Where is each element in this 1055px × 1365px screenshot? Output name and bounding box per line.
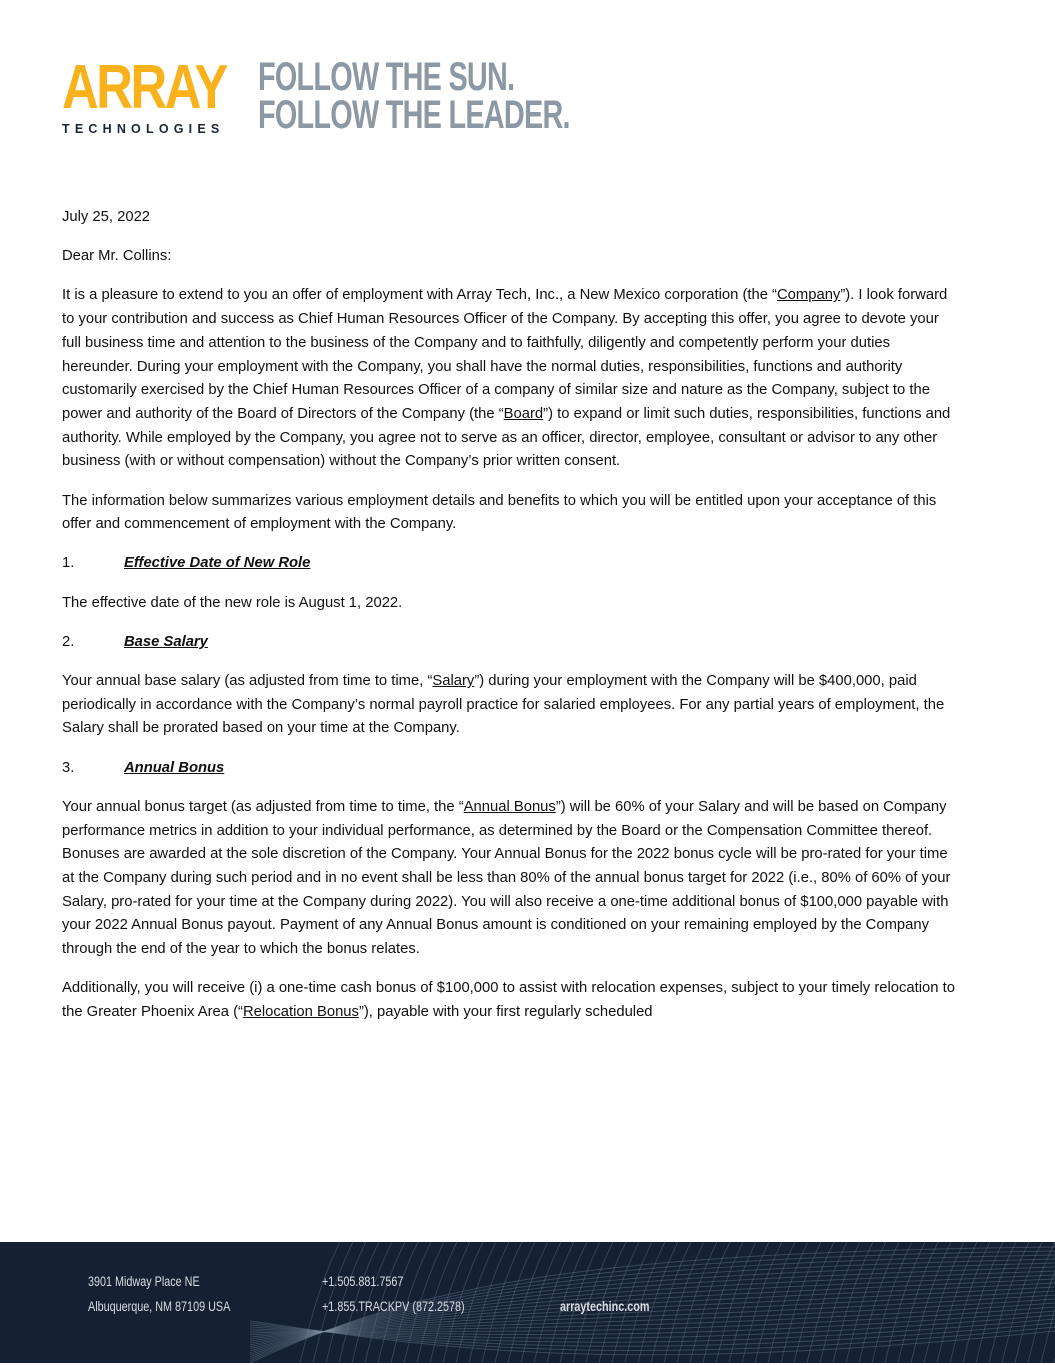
paragraph	[62, 490, 958, 537]
paragraph-text: It is a pleasure to extend to you an offer of employment with Array Tech, Inc., a New Mexico corporation (the “	[62, 287, 777, 304]
letter-body	[62, 206, 958, 1040]
paragraph-text: ”), payable with your first regularly scheduled	[358, 1003, 653, 1020]
paragraph	[62, 796, 958, 962]
logo-subtitle: TECHNOLOGIES	[62, 122, 225, 136]
section-heading	[62, 552, 958, 576]
section-heading	[62, 631, 958, 655]
paragraph-text: ”) to expand or limit such duties, responsibilities, functions and authority. While employed by the Company, you agree not to serve as an officer, director, employee, consultant or advisor to any other business (with or without compensation) without the Company’s prior written consent.	[62, 405, 951, 470]
footer-phone-2: +1.855.TRACKPV (872.2578)	[322, 1299, 465, 1314]
paragraph	[62, 977, 958, 1024]
paragraph	[62, 670, 958, 741]
paragraph-text: The effective date of the new role is August 1, 2022.	[62, 594, 403, 611]
defined-term: Board	[503, 405, 544, 422]
paragraph-text: Your annual bonus target (as adjusted from time to time, the “	[62, 798, 464, 815]
section-title: Base Salary	[124, 633, 208, 650]
paragraph-text: The information below summarizes various employment details and benefits to which you will be entitled upon your acceptance of this offer and commencement of employment with the Company.	[62, 492, 937, 533]
tagline-line-1: FOLLOW THE SUN.	[258, 55, 515, 99]
paragraph	[62, 592, 958, 616]
defined-term: Salary	[432, 673, 475, 690]
defined-term: Annual Bonus	[463, 798, 556, 815]
letter-date: July 25, 2022	[62, 209, 151, 225]
company-logo	[62, 53, 226, 136]
section-title: Annual Bonus	[124, 759, 225, 776]
paragraph-text: Your annual base salary (as adjusted from time to time, “	[62, 673, 433, 690]
logo-wordmark: ARRAY	[62, 53, 226, 122]
paragraph-text: ”). I look forward to your contribution and success as Chief Human Resources Officer of the Company. By accepting this offer, you agree to devote your full business time and attention to the business of the Company and to faithfully, diligently and competently perform your duties hereunder. During your employment with the Company, you shall have the normal duties, responsibilities, functions and authority customarily exercised by the Chief Human Resources Officer of a company of similar size and nature as the Company, subject to the power and authority of the Board of Directors of the Company (the “	[62, 287, 948, 422]
paragraph-text: ”) will be 60% of your Salary and will be based on Company performance metrics in addition to your individual performance, as determined by the Board or the Compensation Committee thereof. Bonuses are awarded at the sole discretion of the Company. Your Annual Bonus for the 2022 bonus cycle will be pro-rated for your time at the Company during such period and in no event shall be less than 80% of the annual bonus target for 2022 (i.e., 80% of 60% of your Salary, pro-rated for your time at the Company during 2022). You will also receive a one-time additional bonus of $100,000 payable with your 2022 Annual Bonus payout. Payment of any Annual Bonus amount is conditioned on your remaining employed by the Company through the end of the year to which the bonus relates.	[62, 798, 951, 958]
section-title: Effective Date of New Role	[124, 555, 311, 572]
footer-address-1: 3901 Midway Place NE	[88, 1274, 200, 1289]
defined-term: Relocation Bonus	[242, 1003, 359, 1020]
section-number: 1.	[62, 555, 75, 572]
footer-banner	[0, 1242, 1055, 1363]
footer-phone-1: +1.505.881.7567	[322, 1274, 404, 1289]
footer-website[interactable]: arraytechinc.com	[560, 1299, 650, 1314]
salutation: Dear Mr. Collins:	[62, 248, 172, 265]
paragraph	[62, 284, 958, 474]
defined-term: Company	[777, 287, 841, 304]
tagline	[258, 55, 570, 137]
tagline-line-2: FOLLOW THE LEADER.	[258, 93, 570, 137]
paragraph-text: Additionally, you will receive (i) a one-time cash bonus of $100,000 to assist with relocation expenses, subject to your timely relocation to the Greater Phoenix Area (“	[62, 980, 955, 1020]
footer-address-2: Albuquerque, NM 87109 USA	[88, 1299, 231, 1314]
paragraph-text: ”) during your employment with the Company will be $400,000, paid periodically in accordance with the Company’s normal payroll practice for salaried employees. For any partial years of employment, the Salary shall be prorated based on your time at the Company.	[62, 673, 945, 737]
section-number: 2.	[62, 633, 75, 650]
section-number: 3.	[62, 759, 75, 776]
section-heading	[62, 757, 958, 781]
